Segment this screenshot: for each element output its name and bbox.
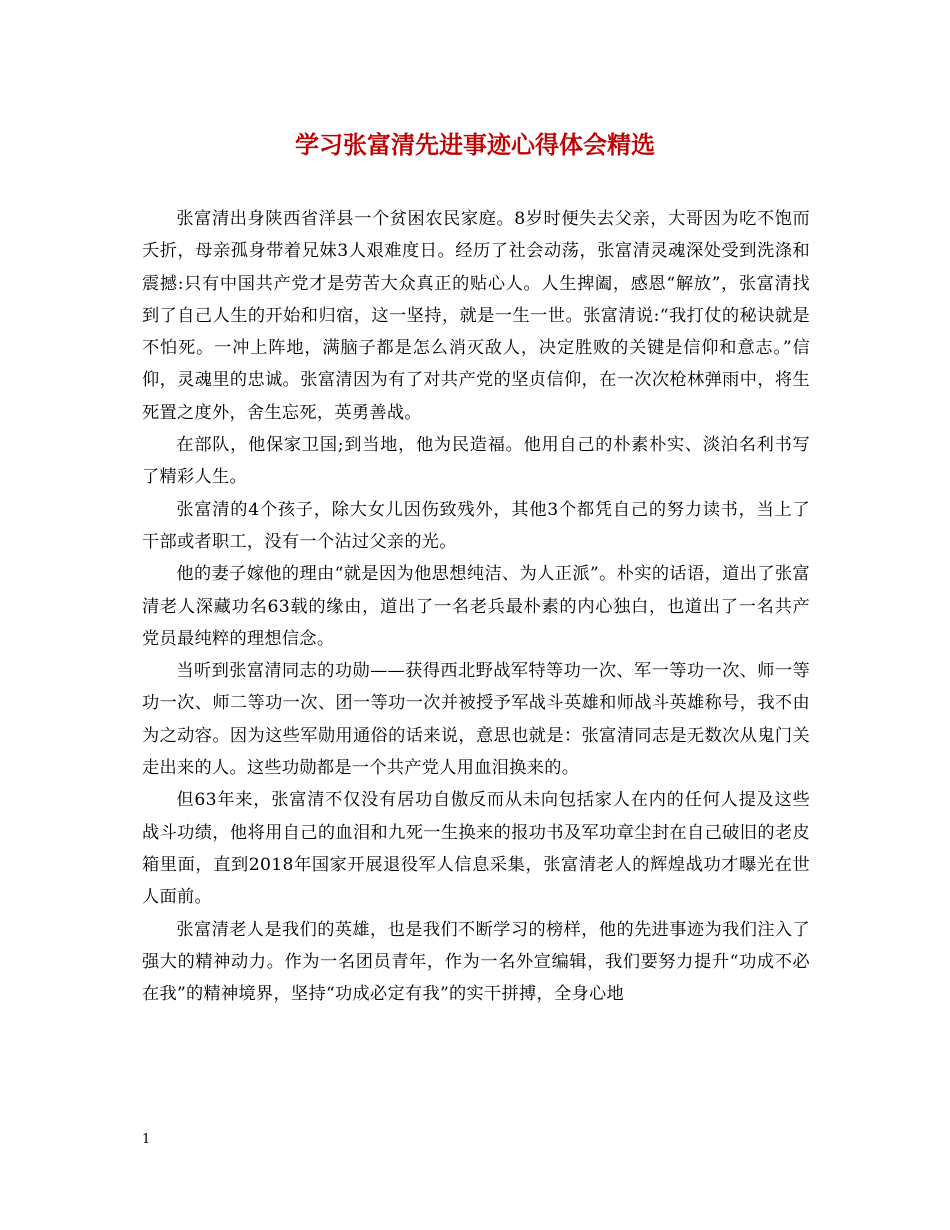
paragraph-6: 但63年来，张富清不仅没有居功自傲反而从未向包括家人在内的任何人提及这些战斗功绩，他将用自己的血泪和九死一生换来的报功书及军功章尘封在自己破旧的老皮箱里面，直到2018年国家开展退役军人信息采集，张富清老人的辉煌战功才曝光在世人面前。: [142, 790, 810, 908]
paragraph-5: 当听到张富清同志的功勋——获得西北野战军特等功一次、军一等功一次、师一等功一次、师二等功一次、团一等功一次并被授予军战斗英雄和师战斗英雄称号，我不由为之动容。因为这些军勋用通俗的话来说，意思也就是：张富清同志是无数次从鬼门关走出来的人。这些功勋都是一个共产党人用血泪换来的。: [142, 661, 810, 779]
page-title: 学习张富清先进事迹心得体会精选: [295, 130, 655, 159]
paragraph-7: 张富清老人是我们的英雄，也是我们不断学习的榜样，他的先进事迹为我们注入了强大的精神动力。作为一名团员青年，作为一名外宣编辑，我们要努力提升“功成不必在我”的精神境界，坚持“功成必定有我”的实干拼搏，全身心地: [142, 919, 810, 1005]
page-number: 1: [142, 1132, 151, 1147]
paragraph-3: 张富清的4个孩子，除大女儿因伤致残外，其他3个都凭自己的努力读书，当上了干部或者职工，没有一个沾过父亲的光。: [142, 499, 810, 552]
paragraph-2: 在部队，他保家卫国;到当地，他为民造福。他用自己的朴素朴实、淡泊名利书写了精彩人生。: [142, 435, 810, 488]
paragraph-1: 张富清出身陕西省洋县一个贫困农民家庭。8岁时便失去父亲，大哥因为吃不饱而夭折，母亲孤身带着兄妹3人艰难度日。经历了社会动荡，张富清灵魂深处受到洗涤和震撼:只有中国共产党才是劳苦大众真正的贴心人。人生捭阖，感恩“解放”，张富清找到了自己人生的开始和归宿，这一坚持，就是一生一世。张富清说:“我打仗的秘诀就是不怕死。一冲上阵地，满脑子都是怎么消灭敌人，决定胜败的关键是信仰和意志。”信仰，灵魂里的忠诚。张富清因为有了对共产党的坚贞信仰，在一次次枪林弹雨中，将生死置之度外，舍生忘死，英勇善战。: [142, 209, 810, 423]
paragraph-4: 他的妻子嫁他的理由“就是因为他思想纯洁、为人正派”。朴实的话语，道出了张富清老人深藏功名63载的缘由，道出了一名老兵最朴素的内心独白，也道出了一名共产党员最纯粹的理想信念。: [142, 564, 810, 649]
document-body: [142, 203, 810, 1010]
